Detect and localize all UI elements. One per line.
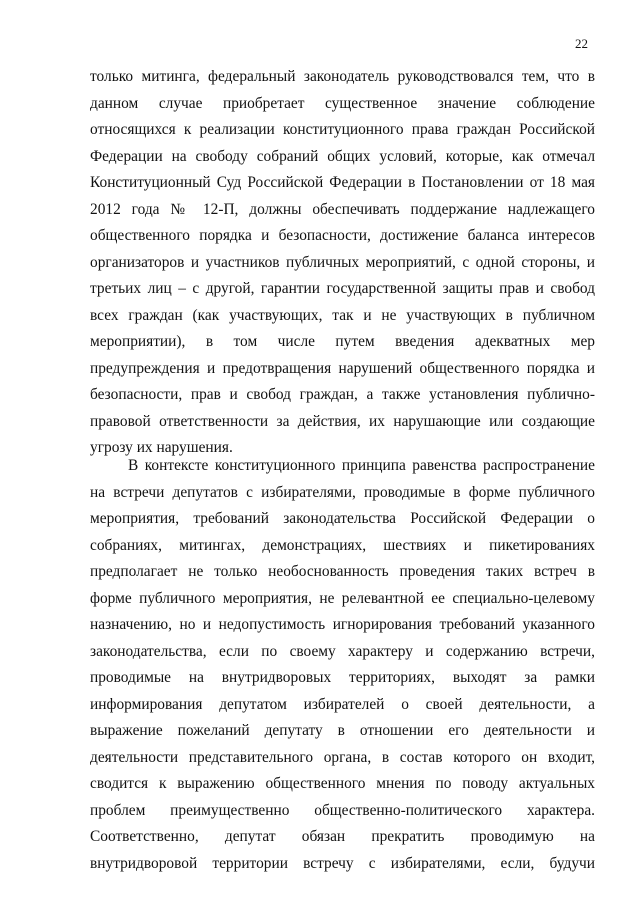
text-line: Конституционный Суд Российской Федерации в Постановлении от 18 мая bbox=[90, 174, 595, 191]
text-line: внутридворовой территории встречу с избирателями, если, будучи bbox=[90, 854, 595, 872]
text-line: сводится к выражению общественного мнения по поводу актуальных bbox=[90, 775, 595, 792]
text-line: Соответственно, депутат обязан прекратить проводимую на bbox=[90, 828, 595, 845]
text-line: 2012 года № 12-П, должны обеспечивать поддержание надлежащего bbox=[90, 200, 595, 218]
text-line: данном случае приобретает существенное значение соблюдение bbox=[90, 94, 595, 112]
text-line: предупреждения и предотвращения нарушений общественного порядка и bbox=[90, 359, 595, 377]
text-line: выражение пожеланий депутату в отношении его деятельности и bbox=[90, 722, 595, 739]
text-line: проводимые на внутридворовых территориях, выходят за рамки bbox=[90, 669, 595, 686]
paragraph-2 bbox=[90, 453, 595, 877]
text-line: всех граждан (как участвующих, так и не участвующих в публичном bbox=[90, 306, 595, 324]
text-line: информирования депутатом избирателей о своей деятельности, а bbox=[90, 695, 595, 713]
text-line: относящихся к реализации конституционного права граждан Российской bbox=[90, 121, 595, 138]
text-line: В контексте конституционного принципа равенства распространение bbox=[128, 457, 595, 474]
text-line: безопасности, прав и свобод граждан, а также установления публично- bbox=[90, 386, 595, 403]
text-line: законодательства, если по своему характеру и содержанию встречи, bbox=[90, 642, 595, 660]
text-line: мероприятии), в том числе путем введения адекватных мер bbox=[90, 333, 595, 350]
paragraph-1 bbox=[90, 64, 595, 462]
text-line: форме публичного мероприятия, не релевантной ее специально-целевому bbox=[90, 589, 595, 607]
text-line: собраниях, митингах, демонстрациях, шествиях и пикетированиях bbox=[90, 536, 595, 554]
text-line: правовой ответственности за действия, их нарушающие или создающие bbox=[90, 412, 595, 430]
text-line: только митинга, федеральный законодатель руководствовался тем, что в bbox=[90, 68, 595, 85]
text-line: проблем преимущественно общественно-политического характера. bbox=[90, 801, 595, 819]
text-line: предполагает не только необоснованность проведения таких встреч в bbox=[90, 563, 595, 580]
text-line: общественного порядка и безопасности, достижение баланса интересов bbox=[90, 227, 595, 244]
text-line: на встречи депутатов с избирателями, проводимые в форме публичного bbox=[90, 483, 595, 501]
text-line: организаторов и участников публичных мероприятий, с одной стороны, и bbox=[90, 253, 595, 271]
text-line: назначению, но и недопустимость игнорирования требований указанного bbox=[90, 616, 595, 633]
text-line: деятельности представительного органа, в состав которого он входит, bbox=[90, 748, 595, 766]
page-number: 22 bbox=[575, 36, 588, 51]
text-line: мероприятия, требований законодательства Российской Федерации о bbox=[90, 510, 595, 527]
text-line: третьих лиц – с другой, гарантии государственной защиты прав и свобод bbox=[90, 280, 595, 297]
text-line: угрозу их нарушения. bbox=[90, 439, 233, 456]
text-line: Федерации на свободу собраний общих условий, которые, как отмечал bbox=[90, 147, 595, 165]
